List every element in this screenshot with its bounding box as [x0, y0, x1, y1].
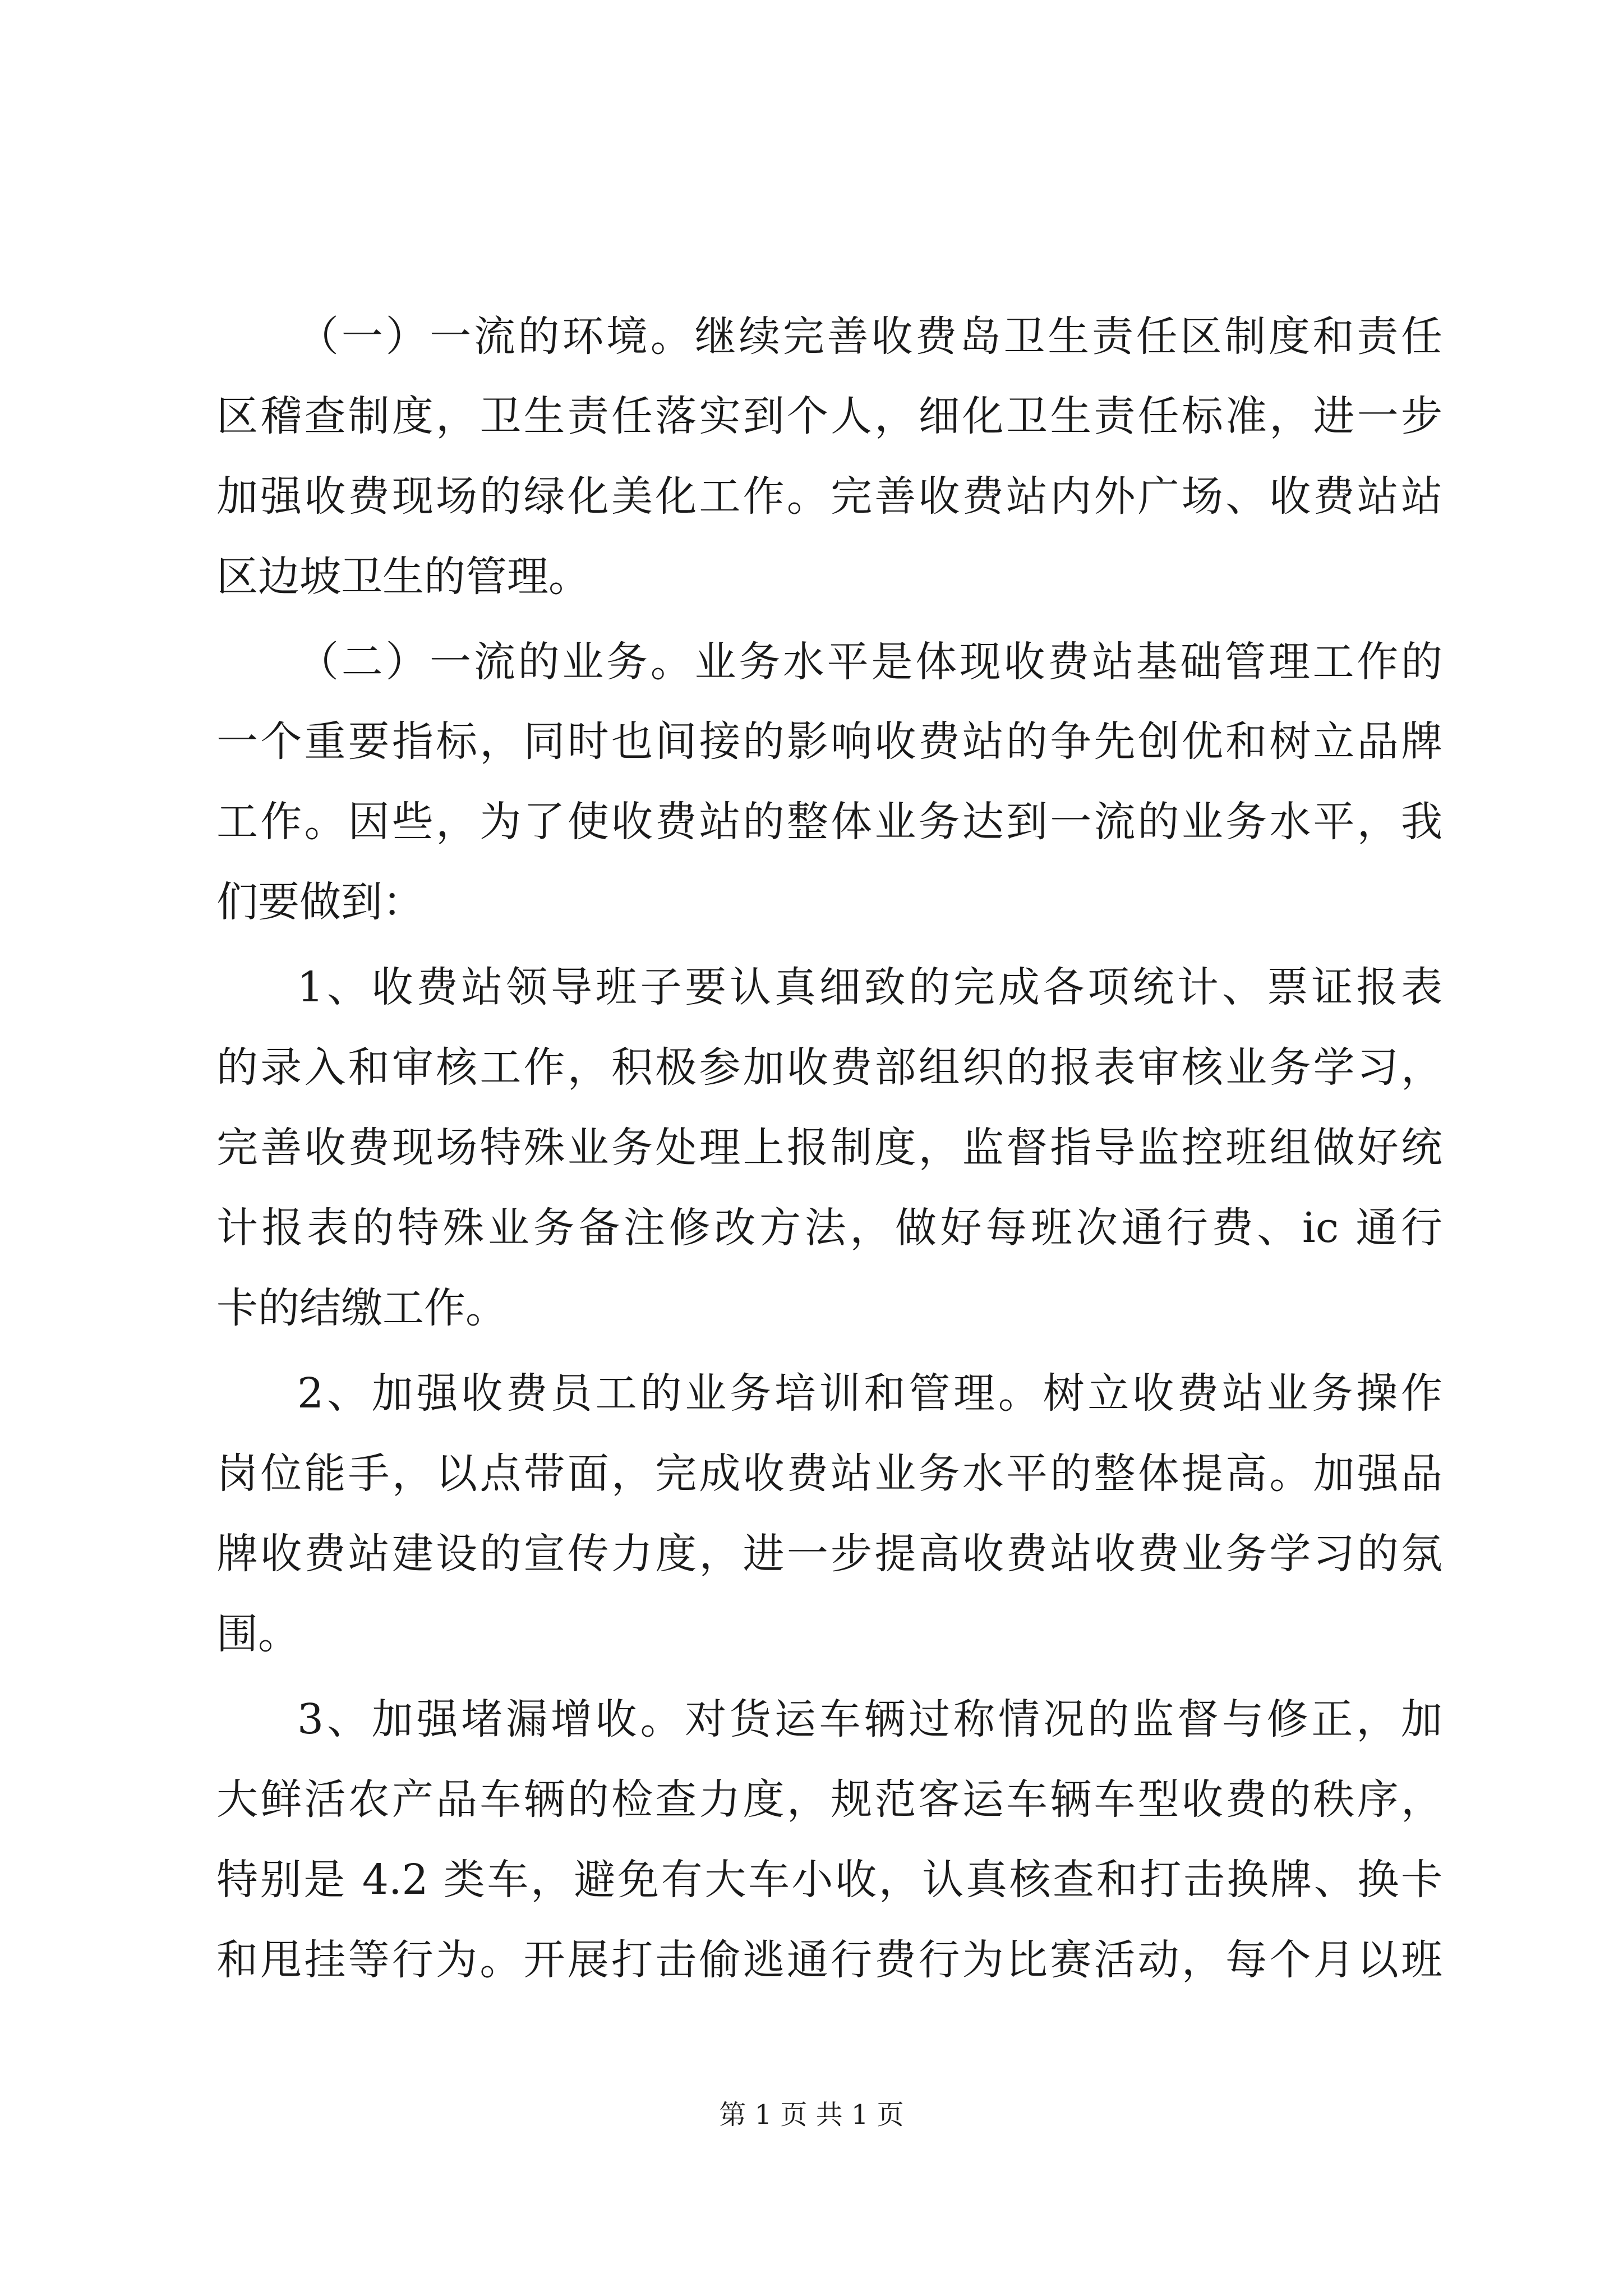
- text-line: 完善收费现场特殊业务处理上报制度，监督指导监控班组做好统: [216, 1124, 1442, 1172]
- text-line: 一个重要指标，同时也间接的影响收费站的争先创优和树立品牌: [216, 717, 1442, 766]
- text-line: （二）一流的业务。业务水平是体现收费站基础管理工作的: [297, 638, 1442, 686]
- text-line: 工作。因些，为了使收费站的整体业务达到一流的业务水平，我: [216, 798, 1442, 846]
- text-line: 围。: [216, 1610, 299, 1658]
- text-line: 区稽查制度，卫生责任落实到个人，细化卫生责任标准，进一步: [216, 392, 1442, 440]
- text-line: 大鲜活农产品车辆的检查力度，规范客运车辆车型收费的秩序，: [216, 1775, 1442, 1824]
- text-line: 的录入和审核工作，积极参加收费部组织的报表审核业务学习，: [216, 1043, 1442, 1092]
- text-line: 区边坡卫生的管理。: [216, 553, 590, 601]
- text-line: 卡的结缴工作。: [216, 1284, 507, 1332]
- text-line: 特别是 4.2 类车，避免有大车小收，认真核查和打击换牌、换卡: [216, 1856, 1442, 1904]
- text-line: （一）一流的环境。继续完善收费岛卫生责任区制度和责任: [297, 312, 1442, 361]
- text-line: 加强收费现场的绿化美化工作。完善收费站内外广场、收费站站: [216, 472, 1442, 521]
- text-line: 2、加强收费员工的业务培训和管理。树立收费站业务操作: [297, 1369, 1442, 1418]
- text-line: 牌收费站建设的宣传力度，进一步提高收费站收费业务学习的氛: [216, 1530, 1442, 1578]
- text-line: 1、收费站领导班子要认真细致的完成各项统计、票证报表: [297, 963, 1442, 1011]
- text-line: 们要做到：: [216, 878, 424, 926]
- page-footer: 第 1 页 共 1 页: [719, 2099, 904, 2131]
- text-line: 岗位能手，以点带面，完成收费站业务水平的整体提高。加强品: [216, 1450, 1442, 1498]
- text-line: 计报表的特殊业务备注修改方法，做好每班次通行费、ic 通行: [216, 1204, 1442, 1252]
- text-line: 和甩挂等行为。开展打击偷逃通行费行为比赛活动，每个月以班: [216, 1936, 1442, 1984]
- text-line: 3、加强堵漏增收。对货运车辆过称情况的监督与修正，加: [297, 1695, 1442, 1743]
